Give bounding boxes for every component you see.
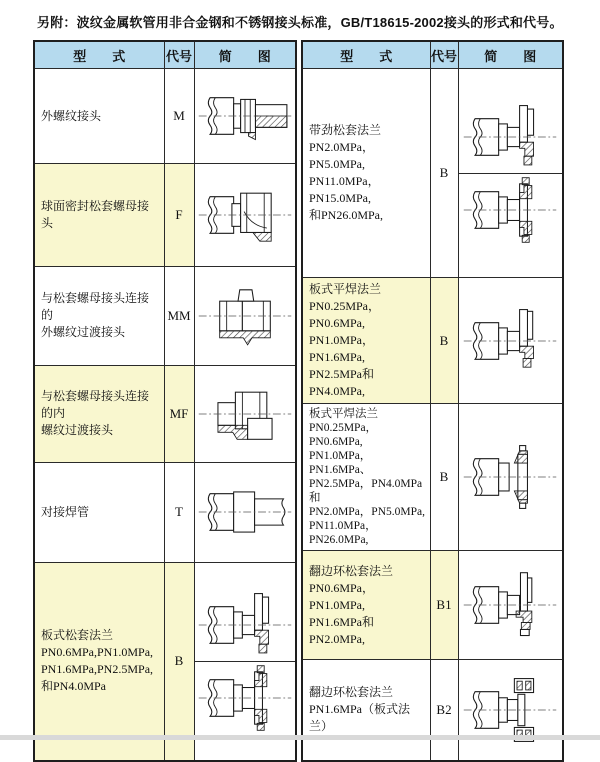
type-line: PN2.0MPa，PN5.0MPa, [309, 506, 425, 518]
header-row [302, 41, 563, 69]
type-line: 板式平焊法兰 [309, 408, 378, 420]
code-cell: B1 [430, 551, 458, 660]
code-cell: MF [164, 365, 194, 462]
code-cell: B [430, 278, 458, 404]
diagram-cell [194, 164, 296, 267]
code-header: 代号 [430, 41, 458, 69]
type-line: 翻边环松套法兰 [309, 685, 394, 700]
type-line: PN2.0MPa，PN5.0MPa, [309, 140, 375, 171]
diagram-stack [195, 476, 296, 548]
type-cell [302, 69, 430, 278]
type-line: 球面密封松套螺母接头 [41, 199, 150, 231]
diagram-cell [458, 278, 563, 404]
code-cell: B2 [430, 660, 458, 761]
diagram-stack [195, 80, 296, 152]
fitting-tables [33, 40, 564, 762]
diagram-cell [194, 365, 296, 462]
plate-weld-flange-up-diagram [459, 305, 563, 377]
table-row [302, 660, 563, 761]
diagram-cell [194, 69, 296, 164]
type-cell [34, 463, 164, 563]
type-line: 带劲松套法兰 [309, 123, 382, 137]
table-row [302, 551, 563, 660]
code-cell: B [430, 404, 458, 551]
diagram-stack [459, 569, 563, 641]
flange-sym-diagram [195, 662, 296, 734]
diagram-stack [195, 179, 296, 251]
diagram-cell [194, 463, 296, 563]
type-cell [34, 69, 164, 164]
type-cell [34, 562, 164, 760]
diagram-cell [458, 660, 563, 761]
type-line: 板式松套法兰 [41, 628, 114, 643]
header-row [34, 41, 296, 69]
diagram-cell [194, 267, 296, 366]
diagram-stack [459, 305, 563, 377]
type-header: 型 式 [302, 41, 430, 69]
type-cell [302, 551, 430, 660]
type-line: PN1.0MPa，PN1.6MPa, [309, 333, 375, 364]
type-line: 与松套螺母接头连接的内 [41, 389, 150, 421]
diagram-stack [195, 378, 296, 450]
table-row [302, 69, 563, 278]
type-cell [34, 164, 164, 267]
type-line: PN0.25MPa，PN0.6MPa, [309, 422, 378, 448]
type-line: 翻边环松套法兰 [309, 563, 394, 578]
type-line: PN0.6MPa,PN1.0MPa, [41, 645, 154, 660]
type-line: PN1.6MPa,PN2.5MPa, [41, 662, 154, 677]
type-line: 和PN26.0MPa, [309, 208, 384, 222]
page-bottom-edge [0, 735, 600, 740]
type-line: 和PN4.0MPa [41, 679, 107, 694]
table-row [34, 267, 296, 366]
type-line: 板式平焊法兰 [309, 282, 382, 296]
table-row [34, 365, 296, 462]
type-cell [34, 267, 164, 366]
type-line: PN0.6MPa，PN1.0MPa, [309, 580, 375, 612]
type-line: PN11.0MPa，PN15.0MPa, [309, 174, 380, 205]
flange-up-diagram [459, 101, 563, 174]
type-line: 外螺纹过渡接头 [41, 325, 126, 340]
type-line: PN2.5MPa和PN4.0MPa, [309, 367, 375, 398]
diagram-cell [194, 562, 296, 760]
table-row [34, 463, 296, 563]
weld-flange-diagram [459, 441, 563, 513]
type-line: 对接焊管 [41, 504, 90, 519]
diagram-cell [458, 404, 563, 551]
code-cell: B [430, 69, 458, 278]
type-line: 螺纹过渡接头 [41, 423, 114, 438]
code-cell: T [164, 463, 194, 563]
diagram-header: 简 图 [194, 41, 296, 69]
b1-flange-diagram [459, 569, 563, 641]
type-header: 型 式 [34, 41, 164, 69]
diagram-stack [459, 101, 563, 246]
type-line: PN1.6MPa和PN2.0MPa, [309, 614, 375, 646]
sphere-nut-diagram [195, 179, 296, 251]
flange-sym-diagram [459, 174, 563, 246]
table-row [302, 404, 563, 551]
diagram-stack [195, 280, 296, 352]
code-cell: MM [164, 267, 194, 366]
diagram-stack [195, 589, 296, 734]
table-row [34, 164, 296, 267]
male-thread-diagram [195, 80, 296, 152]
butt-weld-diagram [195, 476, 296, 548]
mm-adapter-diagram [195, 280, 296, 352]
fitting-table-left [33, 40, 297, 762]
table-row [302, 278, 563, 404]
code-header: 代号 [164, 41, 194, 69]
type-line: PN2.5MPa，PN4.0MPa和 [309, 478, 423, 504]
table-row [34, 69, 296, 164]
type-cell [302, 660, 430, 761]
type-line: PN1.6MPa（板式法兰） [309, 702, 411, 734]
type-cell [302, 278, 430, 404]
diagram-cell [458, 69, 563, 278]
flange-up-diagram [195, 589, 296, 662]
type-line: 与松套螺母接头连接的 [41, 291, 150, 323]
code-cell: F [164, 164, 194, 267]
page-title: 另附：波纹金属软管用非合金钢和不锈钢接头标准，GB/T18615-2002接头的形式和代号。 [37, 15, 563, 30]
type-line: PN1.0MPa，PN1.6MPa、 [309, 450, 372, 476]
table-row [34, 562, 296, 760]
mf-adapter-diagram [195, 378, 296, 450]
type-line: PN11.0MPa，PN26.0MPa, [309, 520, 377, 546]
fitting-table-right [301, 40, 564, 762]
diagram-header: 简 图 [458, 41, 563, 69]
code-cell: B [164, 562, 194, 760]
type-line: 外螺纹接头 [41, 108, 102, 123]
diagram-cell [458, 551, 563, 660]
type-cell [302, 404, 430, 551]
diagram-stack [459, 441, 563, 513]
code-cell: M [164, 69, 194, 164]
type-cell [34, 365, 164, 462]
type-line: PN0.25MPa，PN0.6MPa, [309, 299, 381, 330]
